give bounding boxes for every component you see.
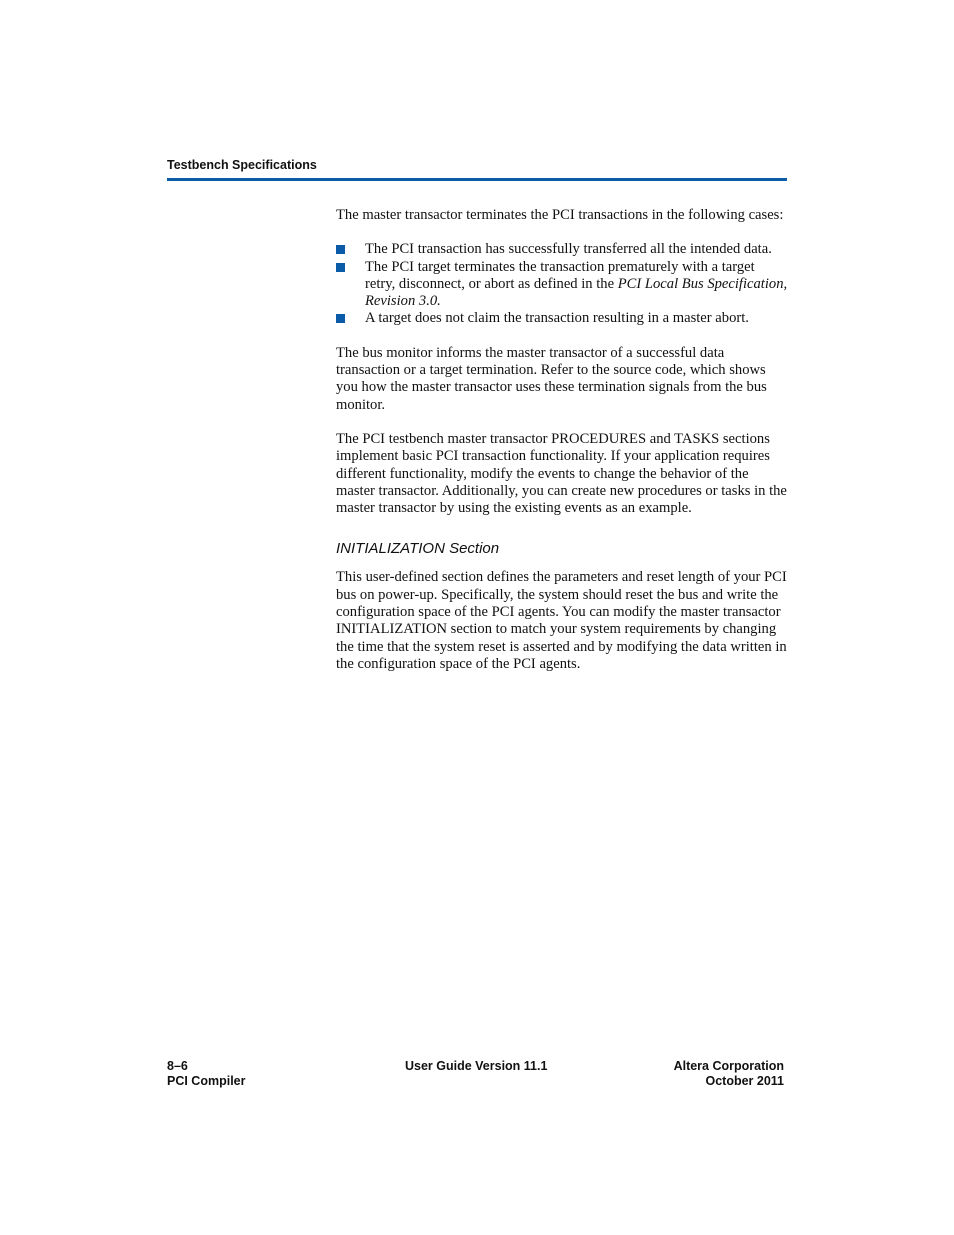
intro-paragraph: The master transactor terminates the PCI transactions in the following cases: — [336, 207, 784, 223]
initialization-paragraph: This user-defined section defines the parameters and reset length of your PCI bus on power-up. Specifically, the system should reset the bus and write the configuration space of the PCI agents. You can modify the master transactor INITIALIZATION section to match your system requirements by changing the time that the system reset is asserted and by modifying the data written in the configuration space of the PCI agents. — [336, 569, 787, 672]
footer-center — [405, 1059, 547, 1074]
footer-left — [167, 1059, 246, 1090]
square-bullet-icon — [336, 263, 345, 272]
page-number: 8–6 — [167, 1059, 188, 1073]
spec-reference: PCI Local Bus Specification, Revision 3.0 — [365, 275, 788, 310]
bus-monitor-paragraph: The bus monitor informs the master transactor of a successful data transaction or a target termination. Refer to the source code, which shows you how the master transactor uses these termination signals from the bus monitor. — [336, 344, 767, 413]
list-item — [336, 310, 788, 327]
list-item — [336, 259, 788, 311]
company-name: Altera Corporation — [673, 1059, 784, 1073]
publication-date: October 2011 — [705, 1074, 784, 1089]
section-heading: INITIALIZATION Section — [336, 540, 500, 558]
list-item — [336, 241, 788, 258]
product-name: PCI Compiler — [167, 1074, 246, 1089]
header-rule — [167, 178, 787, 181]
spec-reference-end: . — [437, 293, 441, 310]
square-bullet-icon — [336, 314, 345, 323]
procedures-paragraph: The PCI testbench master transactor PROCEDURES and TASKS sections implement basic PCI transaction functionality. If your application requires different functionality, modify the events to change the behavior of the master transactor. Additionally, you can create new procedures or tasks in the master transactor by using the existing events as an example. — [336, 430, 787, 517]
list-item-text: The PCI target terminates the transaction prematurely with a target retry, disconnect, or abort as defined in the — [365, 258, 755, 292]
main-content — [336, 207, 788, 690]
guide-version: User Guide Version 11.1 — [405, 1059, 548, 1073]
running-header: Testbench Specifications — [167, 158, 317, 172]
list-item-text: A target does not claim the transaction resulting in a master abort. — [365, 310, 749, 327]
termination-cases-list — [336, 241, 788, 327]
square-bullet-icon — [336, 245, 345, 254]
list-item-text: The PCI transaction has successfully transferred all the intended data. — [365, 241, 772, 258]
footer-right — [674, 1059, 784, 1090]
